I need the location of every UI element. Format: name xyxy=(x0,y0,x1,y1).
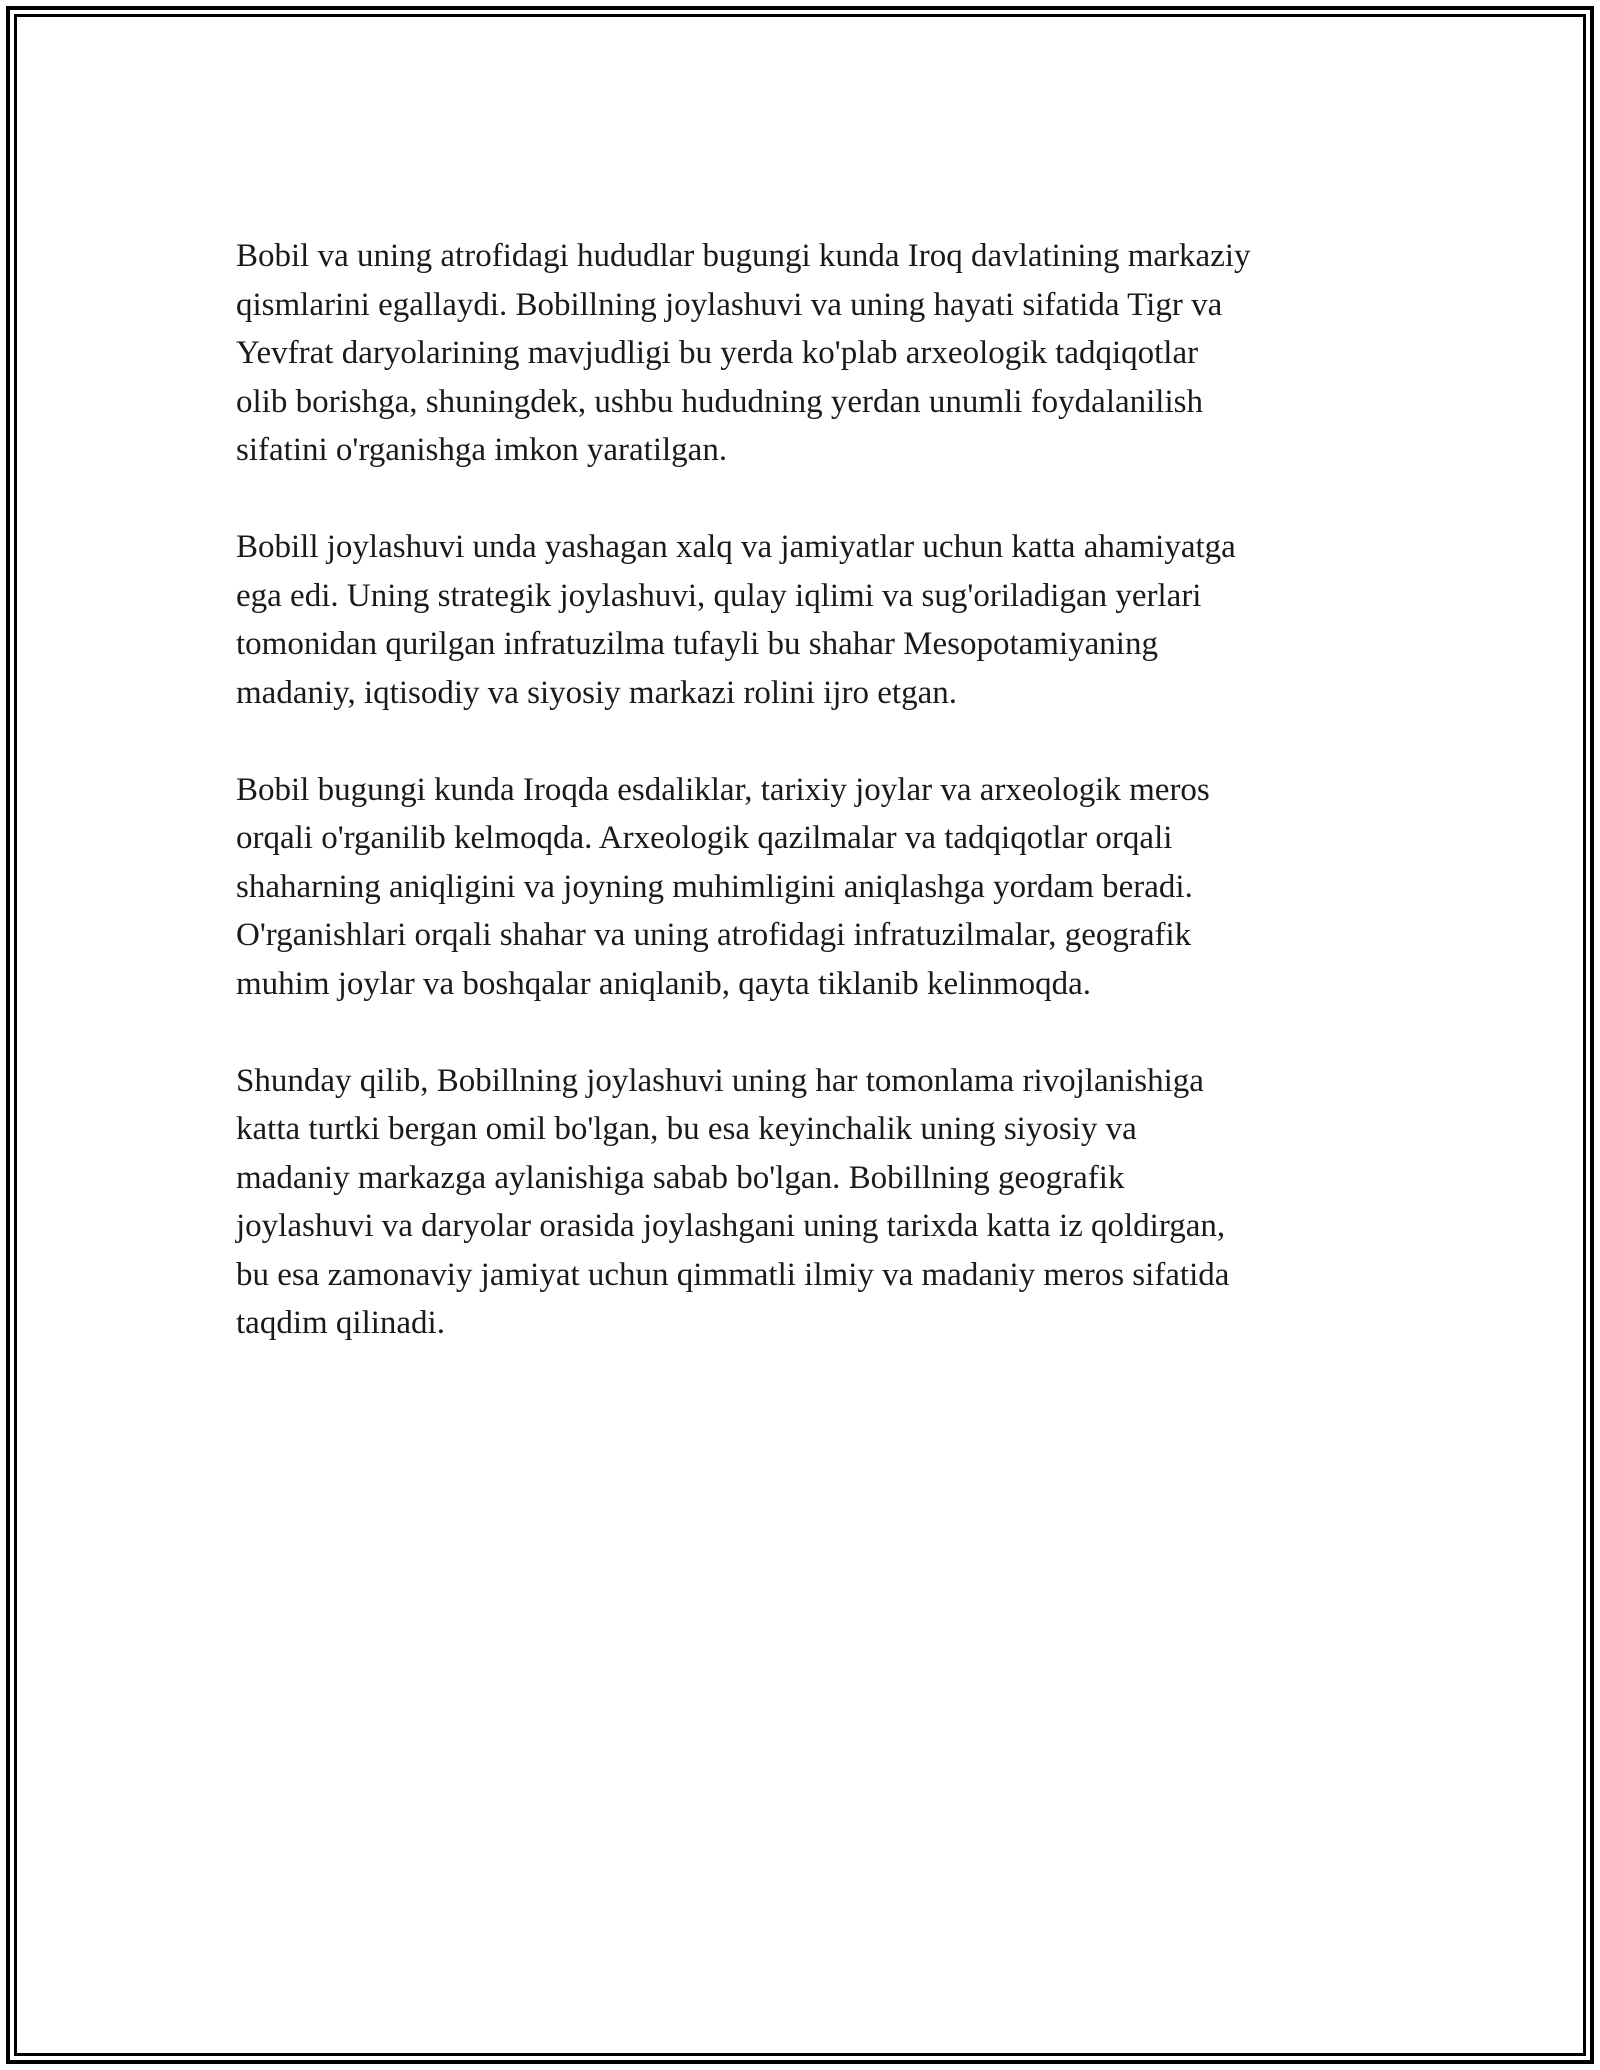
paragraph-2: Bobill joylashuvi unda yashagan xalq va jamiyatlar uchun katta ahamiyatga ega edi. Uning strategik joylashuvi, qulay iqlimi va sug'oriladigan yerlari tomonidan qurilgan infratuzilma tufayli bu shahar Mesopotamiyaning madaniy, iqtisodiy va siyosiy markazi rolini ijro etgan. xyxy=(236,529,1236,711)
paragraph-3: Bobil bugungi kunda Iroqda esdaliklar, tarixiy joylar va arxeologik meros orqali o'rganilib kelmoqda. Arxeologik qazilmalar va tadqiqotlar orqali shaharning aniqligini va joyning muhimligini aniqlashga yordam beradi. O'rganishlari orqali shahar va uning atrofidagi infratuzilmalar, geografik muhim joylar va boshqalar aniqlanib, qayta tiklanib kelinmoqda. xyxy=(236,771,1210,1002)
paragraph-1: Bobil va uning atrofidagi hududlar bugungi kunda Iroq davlatining markaziy qismlarini egallaydi. Bobillning joylashuvi va uning hayati sifatida Tigr va Yevfrat daryolarining mavjudligi bu yerda ko'plab arxeologik tadqiqotlar olib borishga, shuningdek, ushbu hududning yerdan unumli foydalanilish sifatini o'rganishga imkon yaratilgan. xyxy=(236,238,1251,468)
paragraph-4: Shunday qilib, Bobillning joylashuvi uning har tomonlama rivojlanishiga katta turtki bergan omil bo'lgan, bu esa keyinchalik uning siyosiy va madaniy markazga aylanishiga sabab bo'lgan. Bobillning geografik joylashuvi va daryolar orasida joylashgani uning tarixda katta iz qoldirgan, bu esa zamonaviy jamiyat uchun qimmatli ilmiy va madaniy meros sifatida taqdim qilinadi. xyxy=(236,1062,1230,1341)
document-body xyxy=(236,232,1386,1396)
